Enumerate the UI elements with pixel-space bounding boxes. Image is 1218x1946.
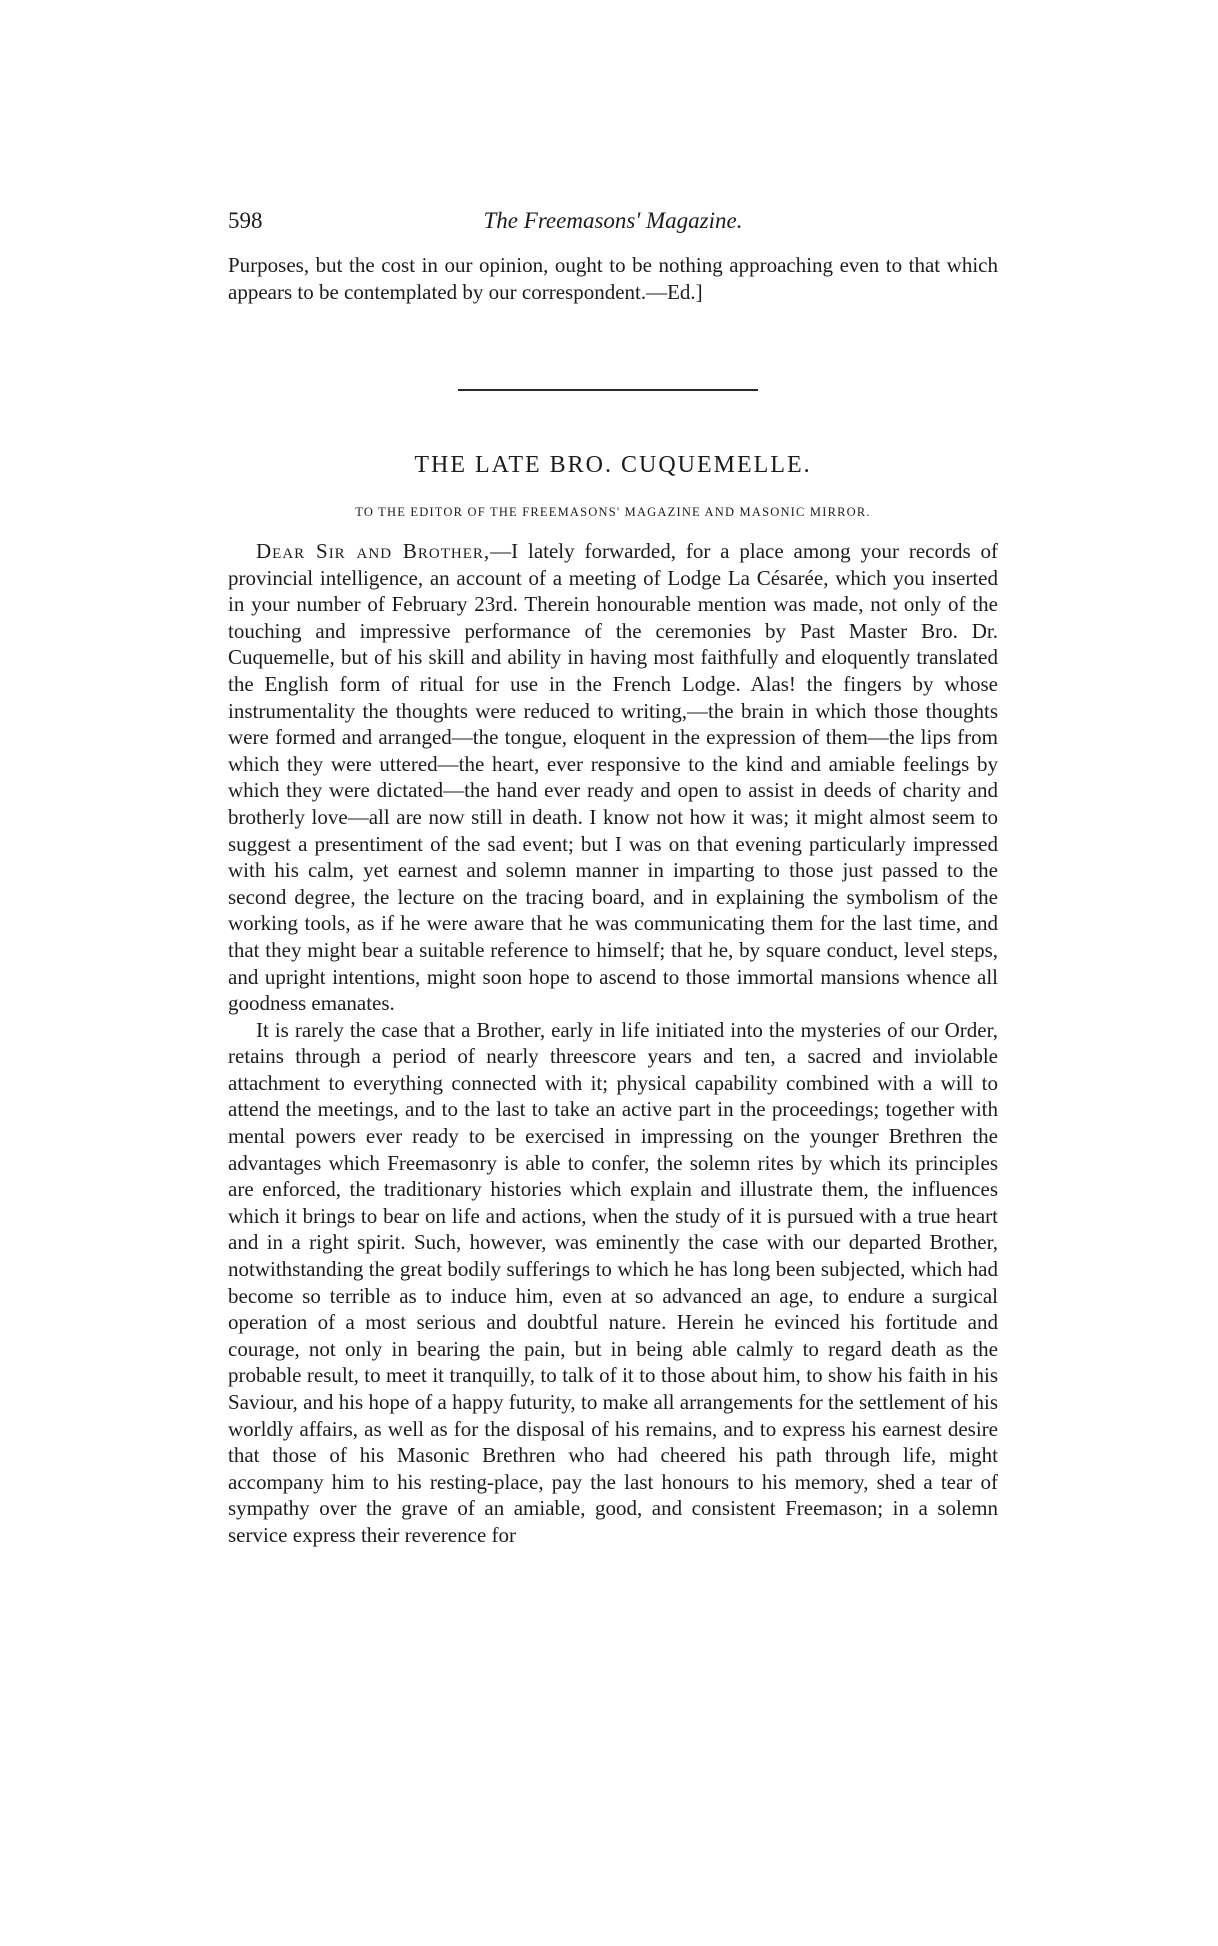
section-divider [458, 389, 758, 391]
article-body [228, 538, 998, 1549]
article-paragraph-2: It is rarely the case that a Brother, early in life initiated into the mysteries of our Order, retains through a period of nearly threescore years and ten, a sacred and inviolable attachment to everything connected with it; physical capability combined with a will to attend the meetings, and to the last to take an active part in the proceedings; together with mental powers ever ready to be exercised in impressing on the younger Brethren the advantages which Freemasonry is able to confer, the solemn rites by which its principles are enforced, the traditionary histories which explain and illustrate them, the influences which it brings to bear on life and actions, when the study of it is pursued with a true heart and in a right spirit. Such, however, was eminently the case with our departed Brother, notwithstanding the great bodily sufferings to which he has long been subjected, which had become so terrible as to induce him, even at so advanced an age, to endure a surgical operation of a most serious and doubtful nature. Herein he evinced his fortitude and courage, not only in bearing the pain, but in being able calmly to regard death as the probable result, to meet it tranquilly, to talk of it to those about him, to show his faith in his Saviour, and his hope of a happy futurity, to make all arrangements for the settlement of his worldly affairs, as well as for the disposal of his remains, and to express his earnest desire that those of his Masonic Brethren who had cheered his path through life, might accompany him to his resting-place, pay the last honours to his memory, shed a tear of sympathy over the grave of an amiable, good, and consistent Freemason; in a solemn service express their reverence for [228, 1017, 998, 1547]
salutation: Dear Sir and Brother, [256, 539, 491, 563]
article-paragraph-1-text: —I lately forwarded, for a place among your records of provincial intelligence, an account of a meeting of Lodge La Césarée, which you inserted in your number of February 23rd. Therein honourable mention was made, not only of the touching and impressive performance of the ceremonies by Past Master Bro. Dr. Cuquemelle, but of his skill and ability in having most faithfully and eloquently translated the English form of ritual for use in the French Lodge. Alas! the fingers by whose instrumentality the thoughts were reduced to writing,—the brain in which those thoughts were formed and arranged—the tongue, eloquent in the expression of them—the lips from which they were uttered—the heart, ever responsive to the kind and amiable feelings by which they were dictated—the hand ever ready and open to assist in deeds of charity and brotherly love—all are now still in death. I know not how it was; it might almost seem to suggest a presentiment of the sad event; but I was on that evening particularly impressed with his calm, yet earnest and solemn manner in imparting to those just passed to the second degree, the lecture on the tracing board, and in explaining the symbolism of the working tools, as if he were aware that he was communicating them for the last time, and that they might bear a suitable reference to himself; that he, by square conduct, level steps, and upright intentions, might soon hope to ascend to those immortal mansions whence all goodness emanates. [228, 539, 998, 1016]
running-head [228, 208, 998, 242]
page-number: 598 [228, 208, 263, 233]
article-subtitle: TO THE EDITOR OF THE FREEMASONS' MAGAZINE AND MASONIC MIRROR. [355, 505, 871, 519]
journal-title: The Freemasons' Magazine. [483, 208, 743, 233]
article-title: THE LATE BRO. CUQUEMELLE. [414, 452, 812, 478]
carryover-paragraph: Purposes, but the cost in our opinion, ought to be nothing approaching even to that which appears to be contemplated by our correspondent.—Ed.] [228, 253, 998, 304]
carryover-paragraph-block [228, 252, 998, 305]
article-paragraph-1 [228, 538, 998, 1017]
